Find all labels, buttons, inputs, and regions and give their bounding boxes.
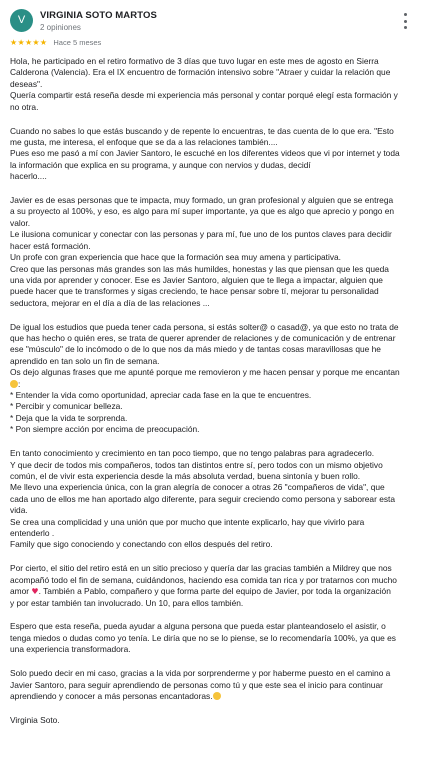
review-paragraph: [10, 322, 422, 436]
review-line: una vida por aprender y conocer. Ese es Javier Santoro, alguien que te llega a impactar, alguien que: [10, 274, 383, 285]
review-line: valor.: [10, 217, 31, 228]
review-line: común, el de vivir esta experiencia desde la más absoluta verdad, buena sintonía y buen rollo.: [10, 471, 361, 481]
review-line: ese "músculo" de lo incómodo o de lo que nos da más miedo y de tantas cosas maravillosas que he: [10, 344, 381, 355]
review-line: Javier es de esas personas que te impacta, muy formado, un gran profesional y alguien que se entrega: [10, 195, 394, 206]
review-line: a su proyecto al 100%, y eso, es algo para mí super importante, ya que es algo que aprecio y pongo en: [10, 206, 395, 217]
review-paragraph: [10, 563, 422, 609]
review-line: la información que explica en su programa, y aunque con nervios y dudas, decidí: [10, 159, 311, 170]
review-header: [10, 8, 416, 36]
review-line: Espero que esta reseña, pueda ayudar a alguna persona que pueda estar planteandoselo el asistir, o: [10, 621, 386, 632]
review-line: * Pon siempre acción por encima de preocupación.: [10, 424, 200, 435]
review-line: hacer está formación.: [10, 240, 91, 251]
review-paragraph: [10, 448, 422, 551]
review-line: entenderlo .: [10, 528, 55, 539]
review-line: Me llevo una experiencia única, con la gran alegría de conocer a otras 26 "compañeros de vida", que: [10, 482, 385, 493]
review-line: De igual los estudios que pueda tener cada persona, si estás solter@ o casad@, ya que esto no trata de: [10, 321, 399, 332]
review-line: :: [10, 379, 422, 390]
review-line: * Entender la vida como oportunidad, apreciar cada fase en la que te encuentres.: [10, 390, 312, 401]
review-paragraph: [10, 668, 422, 702]
review-line: vida.: [10, 505, 28, 516]
review-count: 2 opiniones: [40, 23, 81, 32]
review-line: * Percibir y comunicar belleza.: [10, 401, 123, 412]
more-vert-icon[interactable]: [400, 13, 410, 29]
review-line: deseas".: [10, 78, 43, 89]
review-paragraph: [10, 715, 422, 726]
review-line: * Deja que la vida te sorprenda.: [10, 412, 128, 423]
review-line: y por estar también tan involucrado. Un 10, para ellos también.: [10, 597, 244, 608]
review-line: hacerlo....: [10, 171, 47, 182]
review-line: tenga miedos o dudas como yo tenía. Le diría que no se lo piense, se lo recomendaría 100%, ya que es: [10, 632, 396, 643]
review-line: aprendido en tan solo un fin de semana.: [10, 355, 160, 366]
review-line: Hola, he participado en el retiro formativo de 3 días que tuvo lugar en este mes de agosto en Sierra: [10, 56, 379, 66]
review-line: Virginia Soto.: [10, 714, 60, 725]
review-line: no otra.: [10, 101, 39, 112]
review-time: Hace 5 meses: [53, 38, 102, 47]
review-line: Y que decir de todos mis compañeros, todos tan distintos entre sí, pero todos con un mismo objetivo: [10, 459, 383, 470]
avatar[interactable]: V: [10, 9, 33, 32]
rating-row: [10, 37, 416, 49]
review-line: En tanto conocimiento y crecimiento en tan poco tiempo, que no tengo palabras para agradecerlo.: [10, 448, 375, 459]
review-line: Le ilusiona comunicar y conectar con las personas y para mí, fue uno de los puntos claves para decidir: [10, 229, 392, 240]
review-line: Javier Santoro, para seguir aprendiendo de personas como tú y que este sea el inicio para continuar: [10, 679, 383, 690]
review-paragraph: [10, 621, 422, 655]
review-line: seductora, mejorar en el día a día de las relaciones ...: [10, 297, 210, 308]
review-line: me gusta, me interesa, el enfoque que se da a las relaciones también....: [10, 136, 278, 147]
review-line: Cuando no sabes lo que estás buscando y de repente lo encuentras, te das cuenta de lo que era. "Esto: [10, 125, 394, 136]
review-line: acompañó todo el fin de semana, cuidándonos, haciendo esa comida tan rica y por tratarnos con mucho: [10, 574, 397, 585]
review-line: Pues eso me pasó a mí con Javier Santoro, le escuché en los diferentes videos que vi por internet y toda: [10, 148, 400, 159]
review-line: Quería compartir está reseña desde mi experiencia más personal y contar porqué elegí esta formación y: [10, 90, 398, 101]
reviewer-name[interactable]: VIRGINIA SOTO MARTOS: [40, 10, 157, 21]
review-line: Calderona (Valencia). Era el IX encuentro de formación intensivo sobre "Atraer y cuidar la relación que: [10, 67, 391, 78]
review-line: Os dejo algunas frases que me apunté porque me removieron y me hacen pensar y porque me encantan: [10, 367, 400, 378]
review-line: Creo que las personas más grandes son las más humildes, honestas y las que piensan que les queda: [10, 263, 389, 274]
review-line: que has hecho o quién eres, se trata de querer aprender de relaciones y de comunicación y de entrenar: [10, 333, 396, 344]
review-line: una experiencia transformadora.: [10, 644, 131, 655]
review-paragraph: [10, 195, 422, 309]
review-paragraph: [10, 126, 422, 183]
review-line: Solo puedo decir en mi caso, gracias a la vida por sorprenderme y por haberme puesto en el camino a: [10, 668, 391, 679]
smiling-face-icon: [213, 692, 221, 700]
review-line: puede hacer que te transformes y sigas creciendo, te hace pensar sobre tí, mejorar tu personalidad: [10, 286, 379, 297]
review-text: [10, 56, 422, 726]
review-line: Family que sigo conociendo y conectando con ellos después del retiro.: [10, 539, 273, 550]
review-line: Por cierto, el sitio del retiro está en un sitio precioso y quería dar las gracias también a Mildrey que nos: [10, 563, 392, 574]
review-line: cada uno de ellos me han aportado algo diferente, para seguir creciendo como persona y saborear esta: [10, 493, 396, 504]
review-paragraph: [10, 56, 422, 113]
smiling-face-icon: [10, 380, 18, 388]
red-heart-icon: ♥: [31, 587, 39, 597]
review-line: Un profe con gran experiencia que hace que la formación sea muy amena y participativa.: [10, 252, 342, 263]
star-rating: ★★★★★: [10, 38, 48, 47]
review-line: aprendiendo y conocer a más personas encantadoras.: [10, 691, 422, 702]
review-line: Se crea una complicidad y una unión que por mucho que intente explicarlo, hay que vivirlo para: [10, 516, 365, 527]
review-line: amor ♥. También a Pablo, compañero y que forma parte del equipo de Javier, por toda la organización: [10, 586, 391, 597]
